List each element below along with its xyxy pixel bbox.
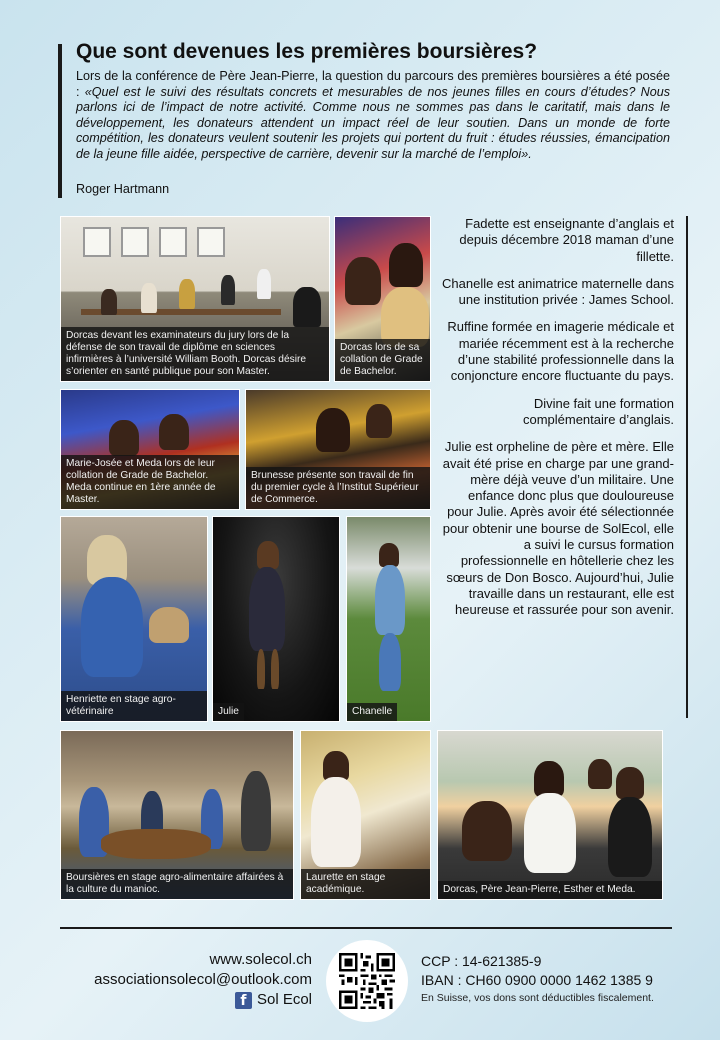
caption-laurette: Laurette en stage académique. bbox=[301, 869, 430, 899]
caption-julie: Julie bbox=[213, 703, 244, 721]
stories-column bbox=[442, 216, 674, 630]
tax-note: En Suisse, vos dons sont déductibles fiscalement. bbox=[421, 992, 654, 1004]
qr-badge bbox=[326, 940, 408, 1022]
facebook-icon[interactable]: f bbox=[235, 992, 252, 1009]
photo-group bbox=[437, 730, 663, 900]
photo-julie bbox=[212, 516, 340, 722]
author: Roger Hartmann bbox=[76, 182, 170, 196]
photo-brunesse bbox=[245, 389, 431, 510]
caption-brunesse: Brunesse présente son travail de fin du premier cycle à l’Institut Supérieur de Commerce. bbox=[246, 467, 430, 509]
iban-number: IBAN : CH60 0900 0000 1462 1385 9 bbox=[421, 972, 653, 988]
caption-group: Dorcas, Père Jean-Pierre, Esther et Meda. bbox=[438, 881, 662, 899]
facebook-link[interactable]: Sol Ecol bbox=[256, 991, 312, 1008]
intro-paragraph bbox=[76, 69, 670, 163]
photo-marie-meda bbox=[60, 389, 240, 510]
story-ruffine: Ruffine formée en imagerie médicale et mariée récemment est à la recherche d’une stabilité professionnelle dans la conjoncture encore fluctuante du pays. bbox=[447, 319, 674, 384]
photo-dorcas-jury bbox=[60, 216, 330, 382]
story-chanelle: Chanelle est animatrice maternelle dans une institution privée : James School. bbox=[442, 275, 674, 308]
photo-henriette bbox=[60, 516, 208, 722]
qr-code-icon[interactable] bbox=[339, 953, 395, 1009]
story-fadette: Fadette est enseignante d’anglais et depuis décembre 2018 maman d’une fillette. bbox=[459, 216, 674, 264]
bank-block bbox=[421, 952, 654, 1006]
caption-chanelle: Chanelle bbox=[347, 703, 397, 721]
photo-laurette bbox=[300, 730, 431, 900]
stories-accent-bar bbox=[686, 216, 688, 718]
page-title: Que sont devenues les premières boursières? bbox=[76, 40, 538, 63]
contact-block bbox=[94, 950, 312, 1010]
ccp-number: CCP : 14-621385-9 bbox=[421, 953, 542, 969]
photo-dorcas-bachelor bbox=[334, 216, 431, 382]
intro-plain: Lors de la conférence de Père Jean-Pierre, la question du parcours des premières boursières a été posée : bbox=[76, 69, 670, 99]
photo-boursieres-manioc bbox=[60, 730, 294, 900]
caption-henriette: Henriette en stage agro-vétérinaire bbox=[61, 691, 207, 721]
photo-chanelle bbox=[346, 516, 431, 722]
email-link[interactable]: associationsolecol@outlook.com bbox=[94, 971, 312, 988]
caption-dorcas-jury: Dorcas devant les examinateurs du jury lors de la défense de son travail de diplôme en sciences infirmières à l’université William Booth. Dorcas désire s’orienter en santé publique pour son Master. bbox=[61, 327, 329, 381]
title-accent-bar bbox=[58, 44, 62, 198]
caption-boursieres: Boursières en stage agro-alimentaire affairées à la culture du manioc. bbox=[61, 869, 293, 899]
caption-marie-meda: Marie-Josée et Meda lors de leur collation de Grade de Bachelor. Meda continue en 1ère année de Master. bbox=[61, 455, 239, 509]
intro-quote: «Quel est le suivi des résultats concrets et mesurables de nos jeunes filles en cours d’études? Nous parlons ici de l’impact de notre activité. Comme nous ne sommes pas dans le caritatif, mais dans le développement, les donateurs attendent un impact réel de leur soutien. Dans un monde de forte compétition, les donateurs veulent soutenir les projets qui portent du fruit : études réussies, émancipation de la jeune fille aidée, perspective de carrière, devenir sur la marché de l’emploi». bbox=[76, 84, 671, 161]
footer-divider bbox=[60, 927, 672, 929]
story-julie: Julie est orpheline de père et mère. Elle avait été prise en charge par une grand-mère déjà veuve d’un militaire. Une enfance donc plus que douloureuse pour Julie. Après avoir été sélectionnée pour obtenir une bourse de SolEcol, elle a suivi le cursus formation professionnelle en hôtellerie chez les sœurs de Don Bosco. Aujourd’hui, Julie travaille dans un restaurant, elle est heureuse et rassurée pour son avenir. bbox=[442, 439, 674, 618]
website-link[interactable]: www.solecol.ch bbox=[209, 951, 312, 968]
story-divine: Divine fait une formation complémentaire d’anglais. bbox=[522, 395, 674, 427]
caption-dorcas-bachelor: Dorcas lors de sa collation de Grade de Bachelor. bbox=[335, 339, 430, 381]
